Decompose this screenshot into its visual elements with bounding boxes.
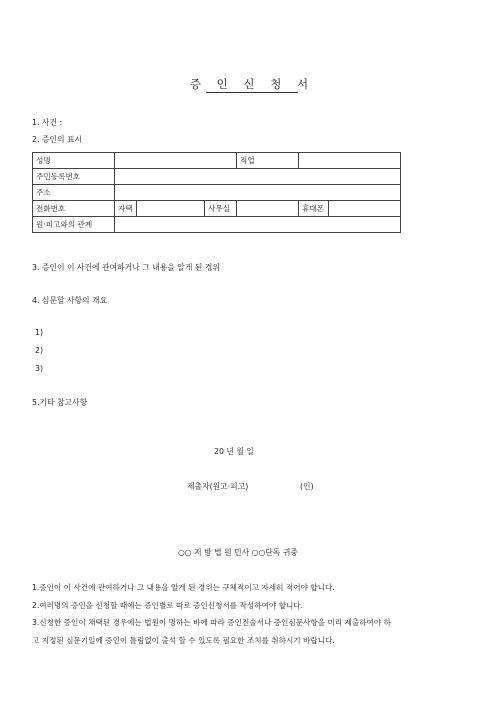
job-value-cell xyxy=(299,153,401,169)
relation-value-cell xyxy=(115,217,401,233)
address-label: 주소 xyxy=(33,185,115,201)
home-value-cell xyxy=(137,201,205,217)
resident-no-value-cell xyxy=(115,169,401,185)
sub-item-2: 2) xyxy=(35,346,44,355)
submitter-label: 제출자(원고·피고) xyxy=(187,482,249,491)
case-item: 1. 사건 : xyxy=(32,118,63,127)
phone-label: 전화번호 xyxy=(33,201,115,217)
involvement-item: 3. 증인이 이 사건에 관여하거나 그 내용을 알게 된 경위 xyxy=(32,263,220,272)
note-3: 3.신청한 증인이 채택된 경우에는 법원이 명하는 바에 따라 증인진술서나 증인심문사항을 미리 제출하여야 하 xyxy=(32,618,391,627)
address-value-cell xyxy=(115,185,401,201)
mobile-value-cell xyxy=(329,201,401,217)
sub-item-1: 1) xyxy=(35,328,44,337)
title-underline xyxy=(206,92,298,93)
office-label: 사무실 xyxy=(205,201,237,217)
court-recipient: ○○ 지 방 법 원 민사 ○○단독 귀중 xyxy=(178,548,298,557)
mobile-label: 휴대폰 xyxy=(299,201,329,217)
name-value-cell xyxy=(115,153,237,169)
table-row xyxy=(33,169,401,185)
seal-mark: (인) xyxy=(300,482,314,491)
office-value-cell xyxy=(237,201,299,217)
table-row xyxy=(33,217,401,233)
document-title: 증 인 신 청 서 xyxy=(189,77,315,91)
sub-item-3: 3) xyxy=(35,364,44,373)
table-row xyxy=(33,201,401,217)
witness-display-item: 2. 증인의 표시 xyxy=(32,135,83,144)
resident-no-label: 주민등록번호 xyxy=(33,169,115,185)
table-row xyxy=(33,153,401,169)
date-line: 20 년 월 일 xyxy=(214,447,254,456)
name-label: 성명 xyxy=(33,153,115,169)
home-label: 자택 xyxy=(115,201,137,217)
table-row xyxy=(33,185,401,201)
note-1: 1.증인이 이 사건에 관여하거나 그 내용을 알게 된 경위는 구체적이고 자세히 적어야 합니다. xyxy=(32,583,335,592)
witness-info-table xyxy=(32,152,401,233)
other-notes-item: 5.기타 참고사항 xyxy=(32,398,88,407)
examination-summary-item: 4. 심문할 사항의 개요 xyxy=(32,296,108,305)
job-label: 직업 xyxy=(237,153,299,169)
relation-label: 원·피고와의 관계 xyxy=(33,217,115,233)
note-3-continued: 고 지정된 심문기일에 증인이 틀림없이 출석 할 수 있도록 필요한 조치를 취하시기 바랍니다. xyxy=(32,636,335,645)
note-2: 2.여러명의 증인을 신청할 때에는 증인별로 따로 증인신청서를 작성하여야 합니다. xyxy=(32,601,304,610)
